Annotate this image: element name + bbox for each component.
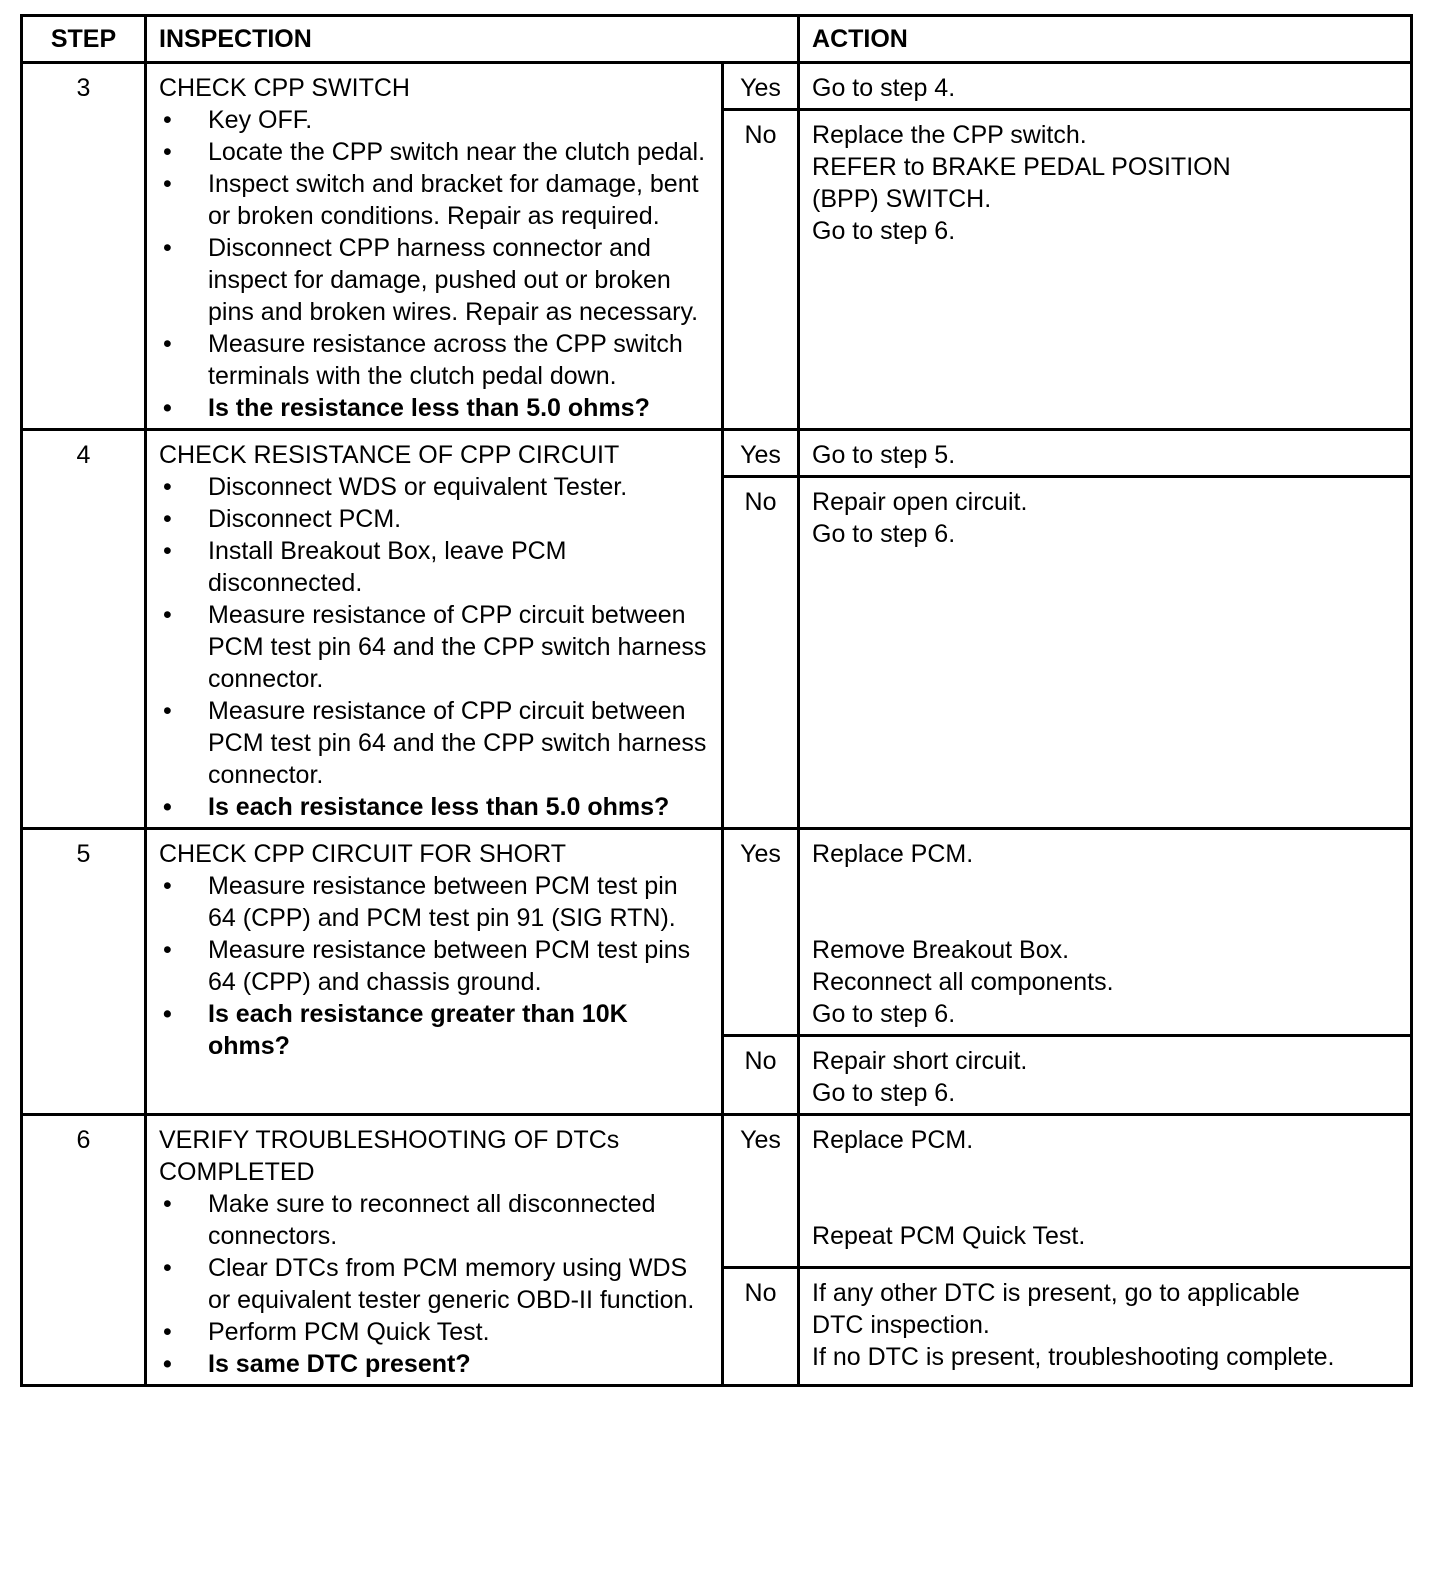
action-header: ACTION xyxy=(799,16,1412,63)
bullet-icon: • xyxy=(163,1350,172,1378)
inspection-list xyxy=(159,104,711,424)
inspection-list xyxy=(159,471,711,823)
bullet-icon: • xyxy=(163,138,172,166)
bullet-icon: • xyxy=(163,473,172,501)
inspection-title: CHECK CPP CIRCUIT FOR SHORT xyxy=(159,840,566,868)
list-item: • Measure resistance of CPP circuit between PCM test pin 64 and the CPP switch harness connector. xyxy=(163,697,707,789)
list-item: • Locate the CPP switch near the clutch pedal. xyxy=(163,138,706,166)
bullet-icon: • xyxy=(163,505,172,533)
bullet-icon: • xyxy=(163,601,172,629)
step-3-yes-row xyxy=(22,63,1412,110)
inspection-cell xyxy=(146,1115,723,1386)
diagnostic-table xyxy=(20,14,1413,1387)
bullet-icon: • xyxy=(163,106,172,134)
list-item: • Disconnect CPP harness connector and inspect for damage, pushed out or broken pins and broken wires. Repair as necessary. xyxy=(163,234,699,326)
step-5-yes-row xyxy=(22,829,1412,1036)
list-item: • Measure resistance between PCM test pins 64 (CPP) and chassis ground. xyxy=(163,936,691,996)
inspection-cell xyxy=(146,63,723,430)
no-label: No xyxy=(723,477,799,829)
question-item: • Is each resistance greater than 10K ohms? xyxy=(163,1000,628,1060)
inspection-list xyxy=(159,1188,711,1380)
step-4-yes-row xyxy=(22,430,1412,477)
list-item: • Key OFF. xyxy=(163,106,313,134)
step-number: 5 xyxy=(22,829,146,1115)
question-item: • Is same DTC present? xyxy=(163,1350,471,1378)
bullet-icon: • xyxy=(163,1318,172,1346)
bullet-icon: • xyxy=(163,234,172,262)
yes-label: Yes xyxy=(723,829,799,1036)
list-item: • Measure resistance across the CPP switch terminals with the clutch pedal down. xyxy=(163,330,683,390)
bullet-icon: • xyxy=(163,394,172,422)
bullet-icon: • xyxy=(163,330,172,358)
question-item: • Is each resistance less than 5.0 ohms? xyxy=(163,793,670,821)
no-label: No xyxy=(723,1036,799,1115)
yes-action: Replace PCM. Remove Breakout Box. Reconnect all components. Go to step 6. xyxy=(799,829,1412,1036)
bullet-icon: • xyxy=(163,1000,172,1028)
step-header: STEP xyxy=(22,16,146,63)
inspection-cell xyxy=(146,829,723,1115)
yes-label: Yes xyxy=(723,430,799,477)
no-label: No xyxy=(723,110,799,430)
yes-label: Yes xyxy=(723,1115,799,1268)
step-number: 3 xyxy=(22,63,146,430)
list-item: • Measure resistance between PCM test pin 64 (CPP) and PCM test pin 91 (SIG RTN). xyxy=(163,872,678,932)
step-number: 4 xyxy=(22,430,146,829)
list-item: • Make sure to reconnect all disconnected connectors. xyxy=(163,1190,656,1250)
bullet-icon: • xyxy=(163,872,172,900)
no-action: Repair open circuit. Go to step 6. xyxy=(799,477,1412,829)
inspection-list xyxy=(159,870,711,1062)
list-item: • Measure resistance of CPP circuit between PCM test pin 64 and the CPP switch harness connector. xyxy=(163,601,707,693)
bullet-icon: • xyxy=(163,936,172,964)
bullet-icon: • xyxy=(163,537,172,565)
inspection-cell xyxy=(146,430,723,829)
no-action: Repair short circuit. Go to step 6. xyxy=(799,1036,1412,1115)
list-item: • Inspect switch and bracket for damage, bent or broken conditions. Repair as required. xyxy=(163,170,699,230)
bullet-icon: • xyxy=(163,170,172,198)
step-number: 6 xyxy=(22,1115,146,1386)
list-item: • Perform PCM Quick Test. xyxy=(163,1318,490,1346)
inspection-header: INSPECTION xyxy=(146,16,799,63)
diagnostic-table-sheet xyxy=(20,14,1413,1387)
yes-label: Yes xyxy=(723,63,799,110)
yes-action: Go to step 4. xyxy=(799,63,1412,110)
header-row xyxy=(22,16,1412,63)
no-label: No xyxy=(723,1267,799,1385)
bullet-icon: • xyxy=(163,793,172,821)
list-item: • Disconnect PCM. xyxy=(163,505,402,533)
no-action: Replace the CPP switch. REFER to BRAKE PEDAL POSITION (BPP) SWITCH. Go to step 6. xyxy=(799,110,1412,430)
inspection-title: CHECK CPP SWITCH xyxy=(159,74,410,102)
bullet-icon: • xyxy=(163,1254,172,1282)
no-action: If any other DTC is present, go to applicable DTC inspection. If no DTC is present, troubleshooting complete. xyxy=(799,1267,1412,1385)
step-6-yes-row xyxy=(22,1115,1412,1268)
list-item: • Disconnect WDS or equivalent Tester. xyxy=(163,473,628,501)
inspection-title: VERIFY TROUBLESHOOTING OF DTCs COMPLETED xyxy=(159,1126,620,1186)
question-item: • Is the resistance less than 5.0 ohms? xyxy=(163,394,650,422)
inspection-title: CHECK RESISTANCE OF CPP CIRCUIT xyxy=(159,441,620,469)
list-item: • Install Breakout Box, leave PCM disconnected. xyxy=(163,537,567,597)
list-item: • Clear DTCs from PCM memory using WDS or equivalent tester generic OBD-II function. xyxy=(163,1254,695,1314)
yes-action: Go to step 5. xyxy=(799,430,1412,477)
yes-action: Replace PCM. Repeat PCM Quick Test. xyxy=(799,1115,1412,1268)
bullet-icon: • xyxy=(163,1190,172,1218)
bullet-icon: • xyxy=(163,697,172,725)
